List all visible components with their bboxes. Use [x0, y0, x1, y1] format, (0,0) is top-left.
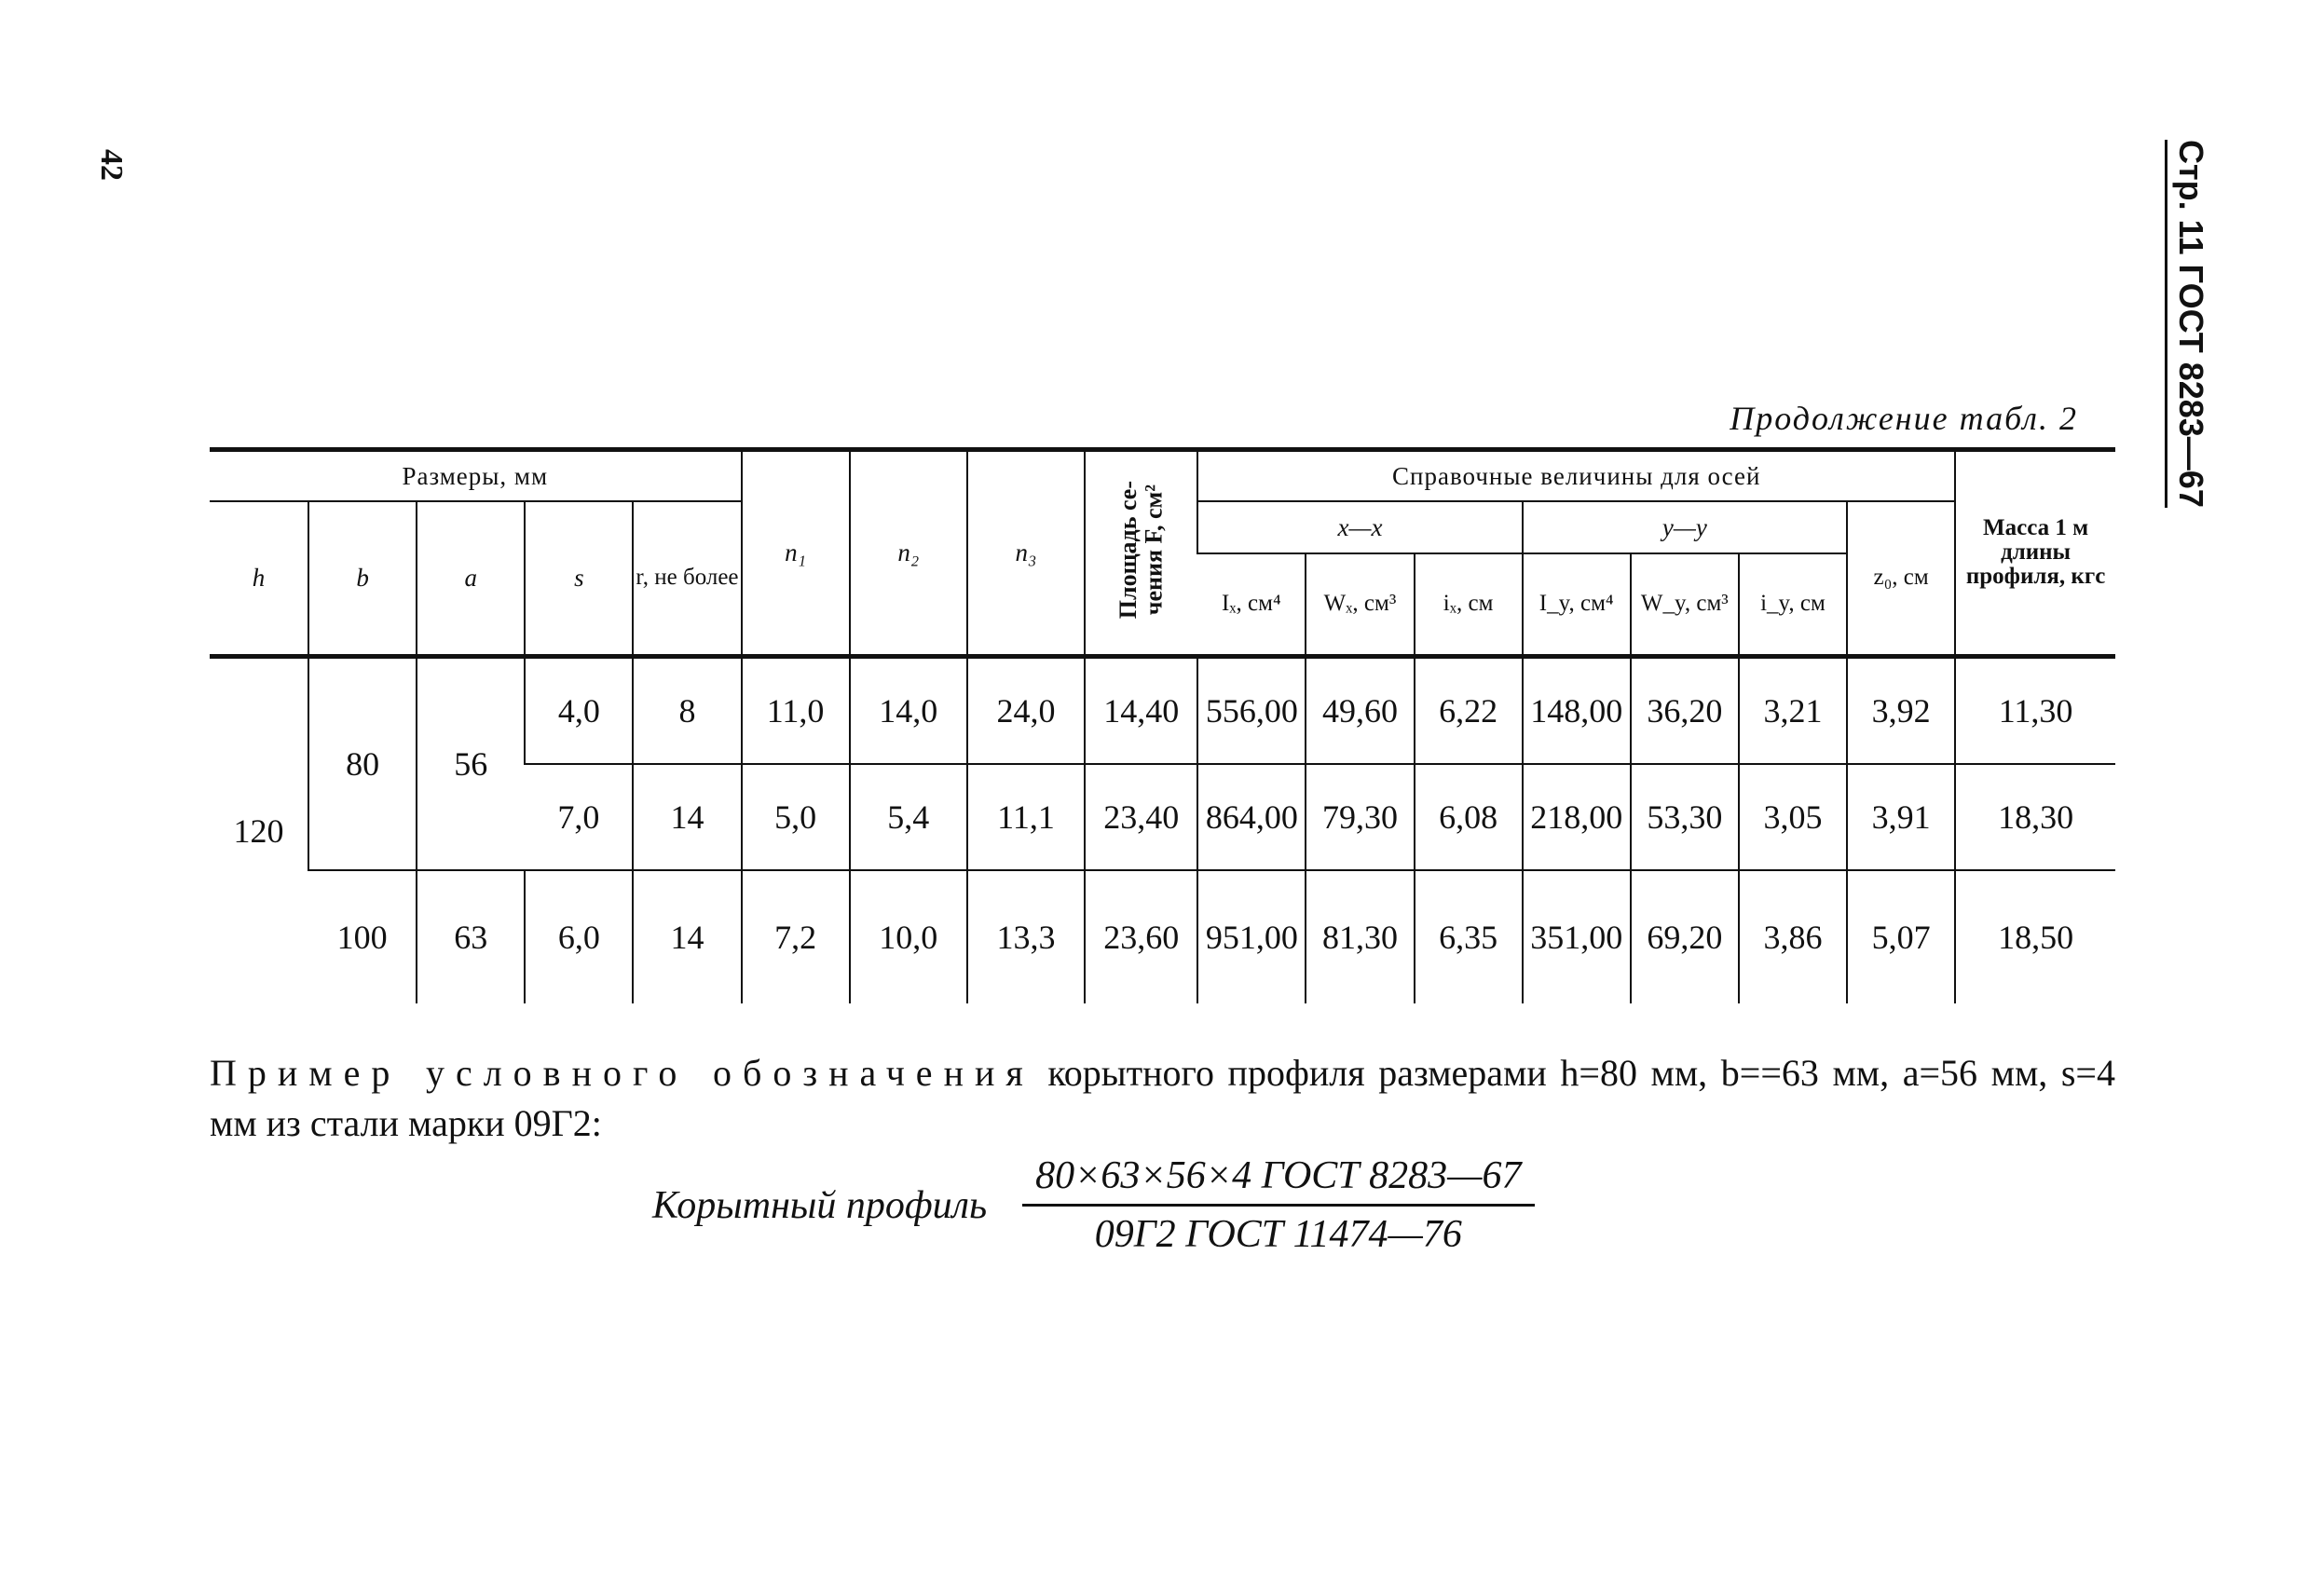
cell-ix-moment: 556,00: [1197, 656, 1306, 764]
table-row: [210, 870, 2115, 1003]
example-spaced-lead: Пример условного обозначения: [210, 1052, 1034, 1094]
cell-s: 7,0: [525, 764, 633, 870]
cell-iy-radius: 3,05: [1739, 764, 1847, 870]
n1-header: n₁: [742, 450, 850, 657]
ix-moment-header: Iₓ, см⁴: [1221, 591, 1281, 617]
designation-formula: [652, 1153, 1535, 1257]
cell-area: 14,40: [1085, 656, 1197, 764]
designation-example-paragraph: [210, 1048, 2115, 1149]
cell-iy-radius: 3,21: [1739, 656, 1847, 764]
cell-ix-moment: 951,00: [1197, 870, 1306, 1003]
designation-denominator: 09Г2 ГОСТ 11474—76: [1094, 1213, 1462, 1256]
cell-a: 56: [417, 656, 525, 870]
cell-wy: 36,20: [1631, 656, 1739, 764]
cell-n2: 10,0: [850, 870, 967, 1003]
cell-n1: 5,0: [742, 764, 850, 870]
cell-n2: 5,4: [850, 764, 967, 870]
profile-table-container: [210, 447, 2115, 1003]
reference-group-header: Справочные величины для осей: [1197, 450, 1955, 502]
page-number: 42: [94, 149, 129, 181]
cell-z0: 3,92: [1847, 656, 1955, 764]
cell-n1: 11,0: [742, 656, 850, 764]
area-header: [1085, 450, 1197, 657]
r-header: r, не более: [633, 501, 741, 656]
cell-r: 8: [633, 656, 741, 764]
table-row: [210, 656, 2115, 764]
cell-wx: 79,30: [1306, 764, 1414, 870]
cell-ix-radius: 6,35: [1415, 870, 1523, 1003]
cell-area: 23,60: [1085, 870, 1197, 1003]
example-text: корытного профиля размерами h=80 мм, b==63 мм, a=56 мм, s=4 мм из стали марки 09Г2:: [210, 1052, 2115, 1144]
cell-ix-moment: 864,00: [1197, 764, 1306, 870]
cell-a: 63: [417, 870, 525, 1003]
cell-area: 23,40: [1085, 764, 1197, 870]
cell-n3: 13,3: [967, 870, 1085, 1003]
n2-header: n₂: [850, 450, 967, 657]
cell-s: 4,0: [525, 656, 633, 764]
cell-wy: 69,20: [1631, 870, 1739, 1003]
table-header: [210, 450, 2115, 657]
cell-z0: 3,91: [1847, 764, 1955, 870]
cell-n3: 11,1: [967, 764, 1085, 870]
iy-moment-header: I_y, см⁴: [1523, 553, 1631, 656]
dimensions-group-header: Размеры, мм: [210, 450, 742, 502]
cell-iy-moment: 218,00: [1523, 764, 1631, 870]
z0-header: z₀, см: [1847, 501, 1955, 656]
cell-wx: 49,60: [1306, 656, 1414, 764]
wx-header: Wₓ, см³: [1306, 553, 1414, 656]
axis-xx-header: x—x: [1197, 501, 1522, 553]
designation-fraction: [1022, 1153, 1534, 1257]
cell-ix-radius: 6,08: [1415, 764, 1523, 870]
designation-numerator: 80×63×56×4 ГОСТ 8283—67: [1022, 1153, 1534, 1207]
axis-yy-header: y—y: [1523, 501, 1847, 553]
n3-header: n₃: [967, 450, 1085, 657]
cell-s: 6,0: [525, 870, 633, 1003]
area-header-label: Площадь се- чения F, см²: [1114, 481, 1168, 620]
ix-radius-header: iₓ, см: [1415, 553, 1523, 656]
cell-r: 14: [633, 764, 741, 870]
cell-iy-moment: 148,00: [1523, 656, 1631, 764]
running-header: Стр. 11 ГОСТ 8283—67: [2165, 140, 2210, 508]
cell-ix-radius: 6,22: [1415, 656, 1523, 764]
cell-b: 100: [336, 918, 388, 956]
s-header: s: [525, 501, 633, 656]
cell-b: 80: [308, 656, 417, 870]
table-body: [210, 656, 2115, 1003]
profile-dimensions-table: [210, 447, 2115, 1003]
cell-wy: 53,30: [1631, 764, 1739, 870]
cell-mass: 18,30: [1955, 764, 2115, 870]
mass-header: Масса 1 м длины профиля, кгс: [1955, 450, 2115, 657]
cell-n2: 14,0: [850, 656, 967, 764]
b-header: b: [308, 501, 417, 656]
cell-n1: 7,2: [742, 870, 850, 1003]
cell-n3: 24,0: [967, 656, 1085, 764]
a-header: a: [417, 501, 525, 656]
table-continuation-caption: Продолжение табл. 2: [1730, 400, 2078, 437]
cell-mass: 11,30: [1955, 656, 2115, 764]
cell-r: 14: [633, 870, 741, 1003]
cell-mass: 18,50: [1955, 870, 2115, 1003]
wy-header: W_y, см³: [1631, 553, 1739, 656]
cell-z0: 5,07: [1847, 870, 1955, 1003]
iy-radius-header: i_y, см: [1739, 553, 1847, 656]
cell-h: 120: [233, 812, 284, 850]
cell-wx: 81,30: [1306, 870, 1414, 1003]
cell-iy-radius: 3,86: [1739, 870, 1847, 1003]
cell-iy-moment: 351,00: [1523, 870, 1631, 1003]
h-header: h: [252, 564, 266, 593]
designation-label: Корытный профиль: [652, 1183, 988, 1227]
